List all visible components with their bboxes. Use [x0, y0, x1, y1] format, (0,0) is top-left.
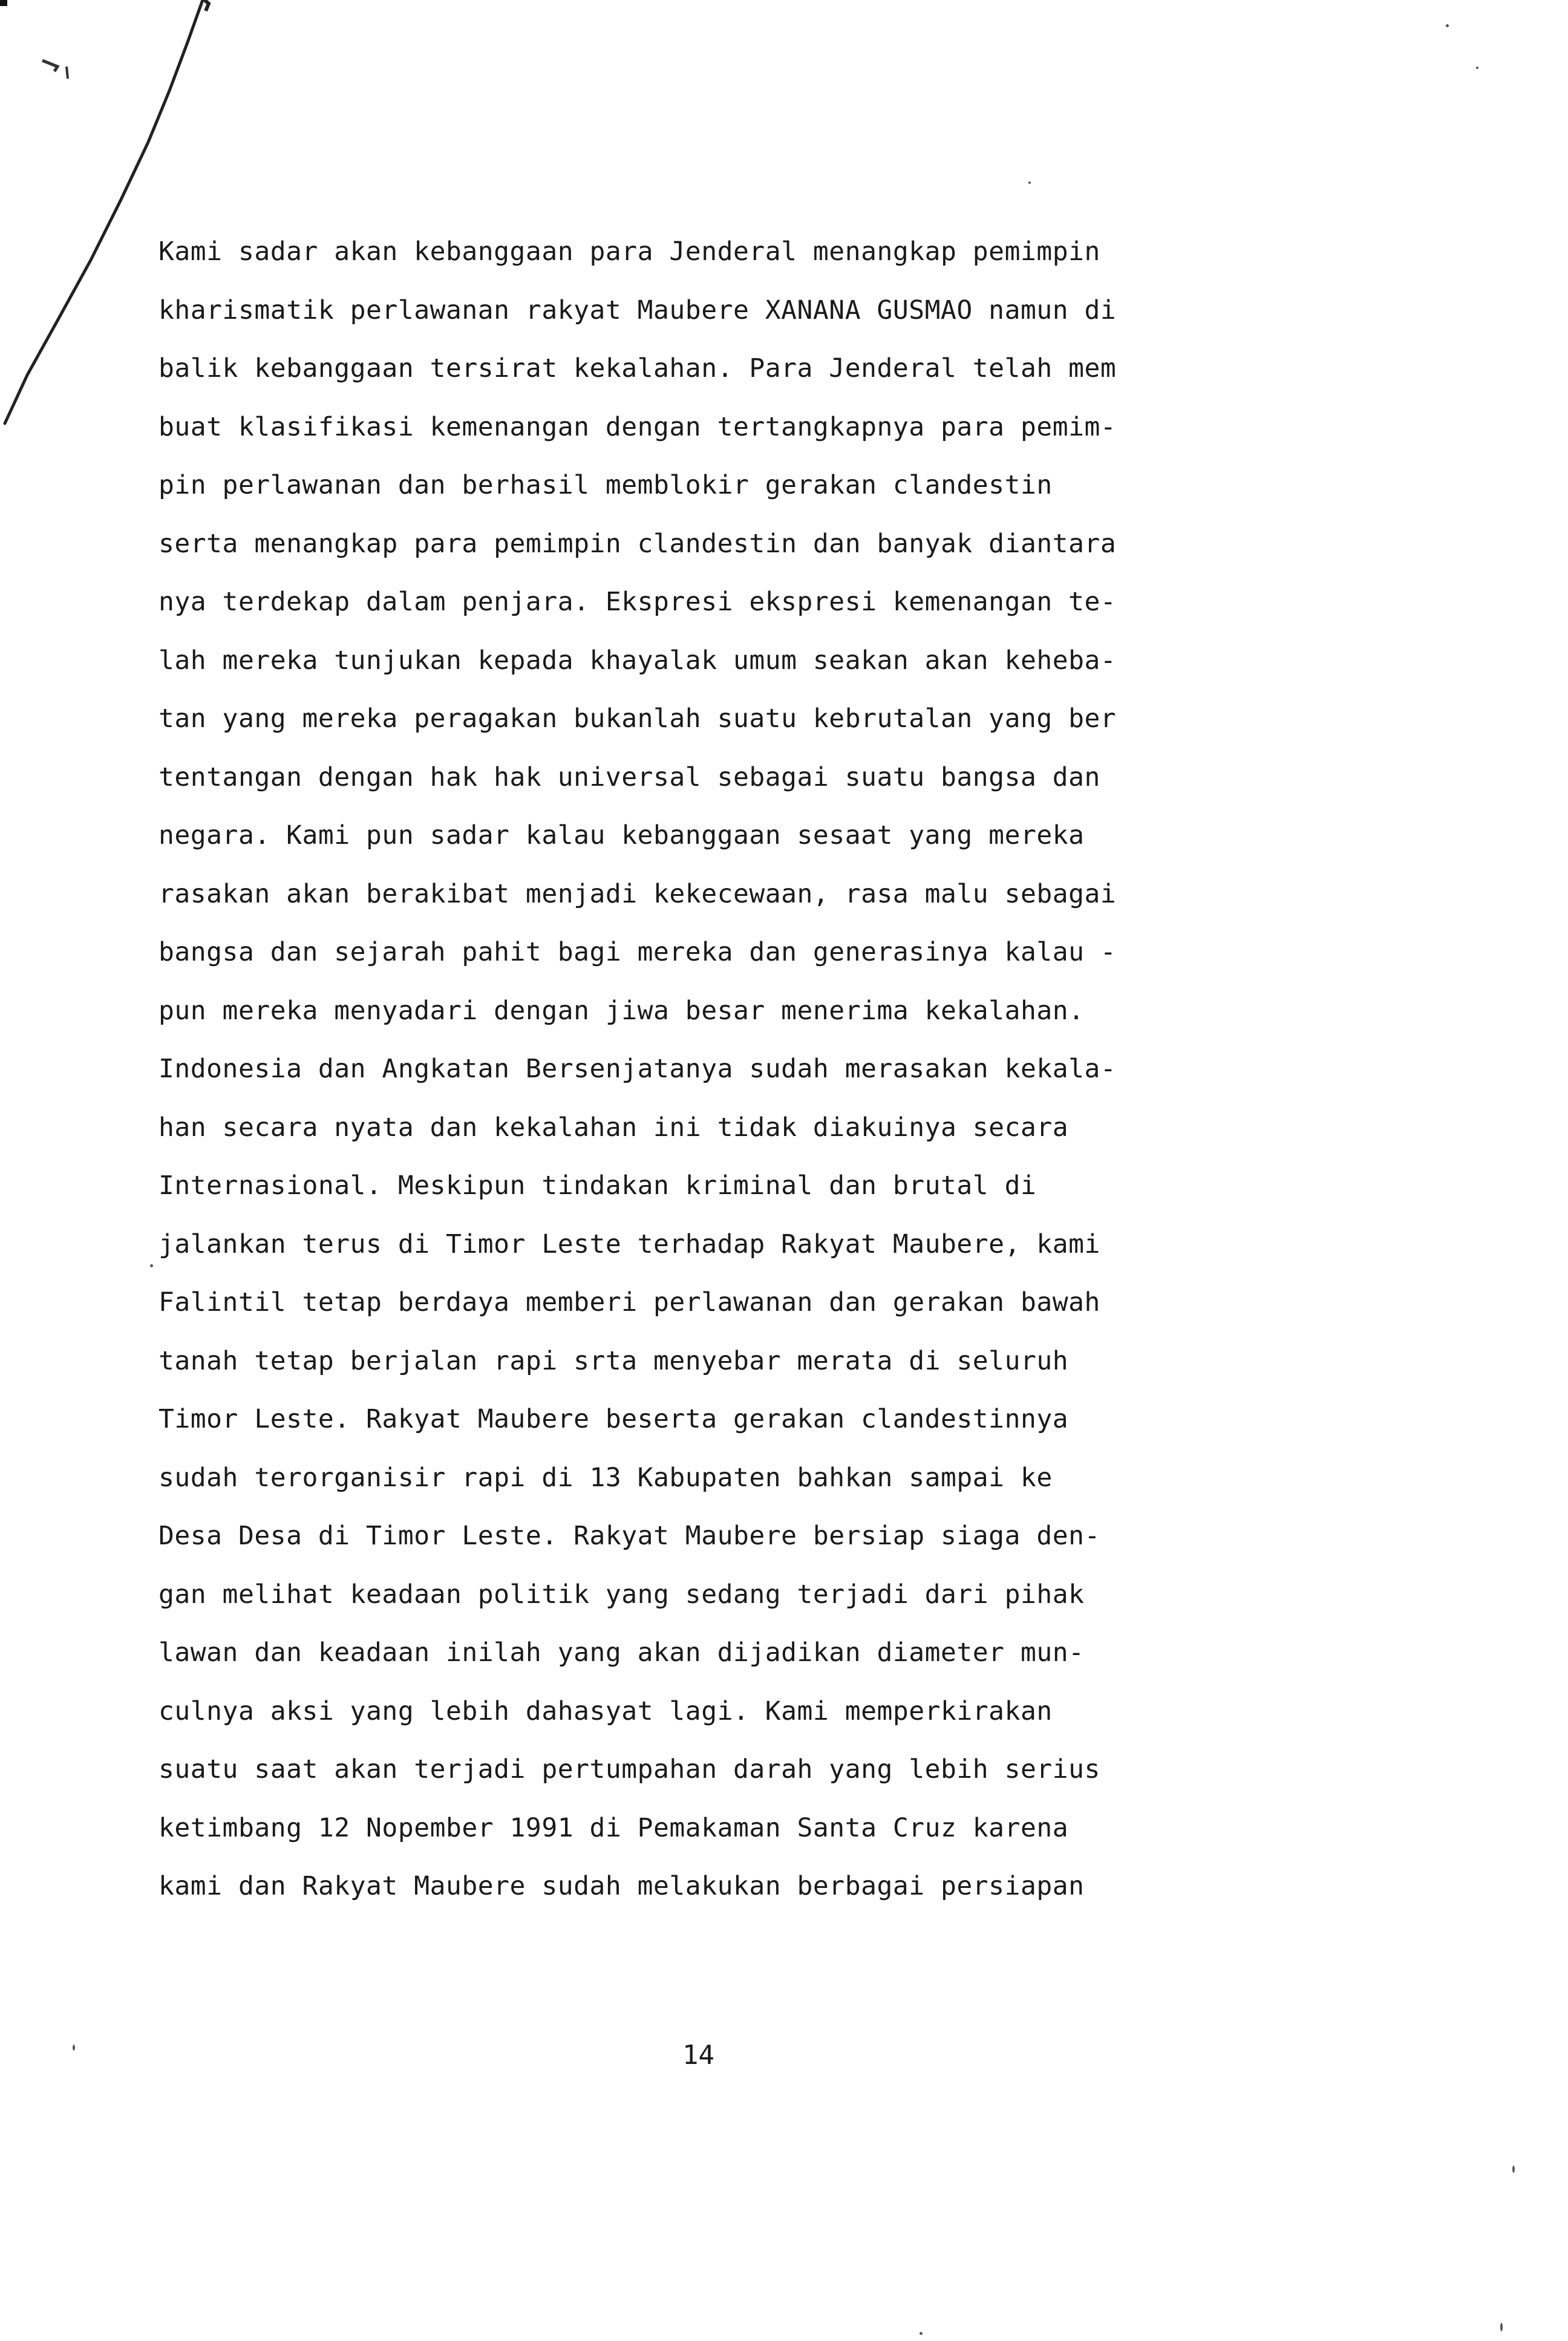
page-number: 14	[682, 2040, 714, 2071]
scan-speck	[1512, 2166, 1515, 2173]
text-line: Falintil tetap berdaya memberi perlawanan dan gerakan bawah	[158, 1287, 1100, 1317]
text-line: ketimbang 12 Nopember 1991 di Pemakaman Santa Cruz karena	[158, 1812, 1069, 1843]
text-line: Timor Leste. Rakyat Maubere beserta gerakan clandestinnya	[158, 1404, 1069, 1434]
scan-speck	[920, 2332, 923, 2335]
text-line: jalankan terus di Timor Leste terhadap Rakyat Maubere, kami	[158, 1229, 1100, 1259]
text-line: kharismatik perlawanan rakyat Maubere XANANA GUSMAO namun di	[158, 295, 1117, 325]
text-line: lawan dan keadaan inilah yang akan dijadikan diameter mun-	[158, 1637, 1085, 1668]
text-line: han secara nyata dan kekalahan ini tidak diakuinya secara	[158, 1112, 1069, 1143]
scan-speck	[1446, 24, 1449, 27]
scan-speck	[1500, 2323, 1503, 2331]
text-line: sudah terorganisir rapi di 13 Kabupaten bahkan sampai ke	[158, 1462, 1053, 1493]
text-line: serta menangkap para pemimpin clandestin dan banyak diantara	[158, 528, 1117, 559]
text-line: Kami sadar akan kebanggaan para Jenderal menangkap pemimpin	[158, 237, 1100, 267]
text-line: Internasional. Meskipun tindakan kriminal dan brutal di	[158, 1170, 1037, 1201]
text-line: negara. Kami pun sadar kalau kebanggaan sesaat yang mereka	[158, 820, 1085, 851]
scan-speck	[1476, 67, 1478, 69]
scan-speck	[150, 1264, 153, 1267]
text-line: pin perlawanan dan berhasil memblokir gerakan clandestin	[158, 470, 1053, 500]
scan-speck	[73, 2045, 75, 2051]
text-line: lah mereka tunjukan kepada khayalak umum seakan akan keheba-	[158, 645, 1117, 676]
text-line: pun mereka menyadari dengan jiwa besar menerima kekalahan.	[158, 995, 1085, 1026]
text-line: gan melihat keadaan politik yang sedang terjadi dari pihak	[158, 1579, 1085, 1610]
text-line: balik kebanggaan tersirat kekalahan. Para Jenderal telah mem	[158, 353, 1117, 384]
text-line: nya terdekap dalam penjara. Ekspresi ekspresi kemenangan te-	[158, 587, 1117, 617]
text-line: tanah tetap berjalan rapi srta menyebar merata di seluruh	[158, 1345, 1069, 1376]
scan-speck	[1028, 181, 1031, 184]
body-text	[158, 223, 1344, 1916]
text-line: Desa Desa di Timor Leste. Rakyat Maubere bersiap siaga den-	[158, 1521, 1100, 1551]
text-line: bangsa dan sejarah pahit bagi mereka dan generasinya kalau -	[158, 937, 1117, 967]
text-line: tentangan dengan hak hak universal sebagai suatu bangsa dan	[158, 762, 1100, 792]
text-line: tan yang mereka peragakan bukanlah suatu kebrutalan yang ber	[158, 704, 1117, 734]
text-line: kami dan Rakyat Maubere sudah melakukan berbagai persiapan	[158, 1871, 1085, 1901]
text-line: rasakan akan berakibat menjadi kekecewaan, rasa malu sebagai	[158, 878, 1117, 909]
text-line: suatu saat akan terjadi pertumpahan darah yang lebih serius	[158, 1754, 1100, 1784]
text-line: culnya aksi yang lebih dahasyat lagi. Kami memperkirakan	[158, 1696, 1053, 1726]
text-line: Indonesia dan Angkatan Bersenjatanya sudah merasakan kekala-	[158, 1054, 1117, 1084]
text-line: buat klasifikasi kemenangan dengan tertangkapnya para pemim-	[158, 411, 1117, 442]
